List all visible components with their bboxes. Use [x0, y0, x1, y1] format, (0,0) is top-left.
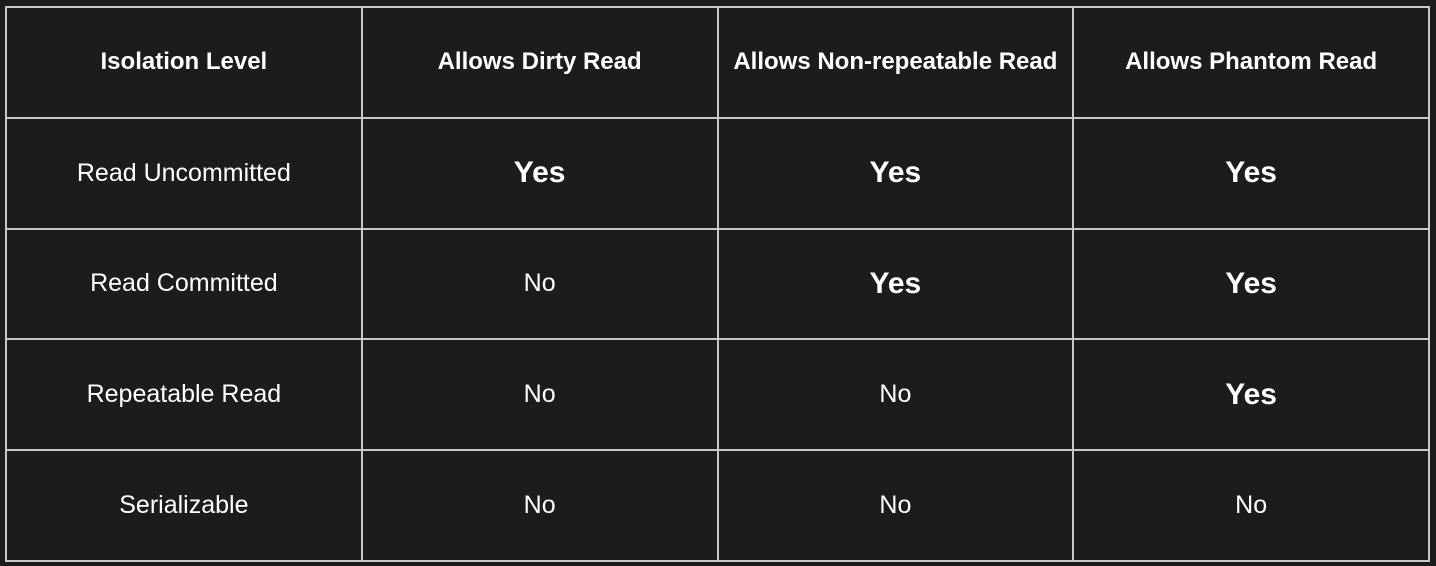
- phantom-read-value: Yes: [1073, 229, 1429, 340]
- row-level-name: Read Uncommitted: [6, 118, 362, 229]
- header-isolation-level: Isolation Level: [6, 7, 362, 118]
- isolation-level-table: [5, 6, 1430, 562]
- dirty-read-value: No: [362, 339, 718, 450]
- phantom-read-value: Yes: [1073, 339, 1429, 450]
- table-row: [6, 118, 1429, 229]
- row-level-name: Read Committed: [6, 229, 362, 340]
- non-repeatable-read-value: Yes: [718, 118, 1074, 229]
- non-repeatable-read-value: No: [718, 450, 1074, 561]
- table-row: [6, 450, 1429, 561]
- isolation-level-table-container: [5, 6, 1430, 560]
- phantom-read-value: No: [1073, 450, 1429, 561]
- table-row: [6, 339, 1429, 450]
- phantom-read-value: Yes: [1073, 118, 1429, 229]
- table-row: [6, 229, 1429, 340]
- header-non-repeatable-read: Allows Non-repeatable Read: [718, 7, 1074, 118]
- table-header-row: [6, 7, 1429, 118]
- row-level-name: Repeatable Read: [6, 339, 362, 450]
- dirty-read-value: Yes: [362, 118, 718, 229]
- dirty-read-value: No: [362, 450, 718, 561]
- non-repeatable-read-value: Yes: [718, 229, 1074, 340]
- non-repeatable-read-value: No: [718, 339, 1074, 450]
- row-level-name: Serializable: [6, 450, 362, 561]
- header-dirty-read: Allows Dirty Read: [362, 7, 718, 118]
- header-phantom-read: Allows Phantom Read: [1073, 7, 1429, 118]
- dirty-read-value: No: [362, 229, 718, 340]
